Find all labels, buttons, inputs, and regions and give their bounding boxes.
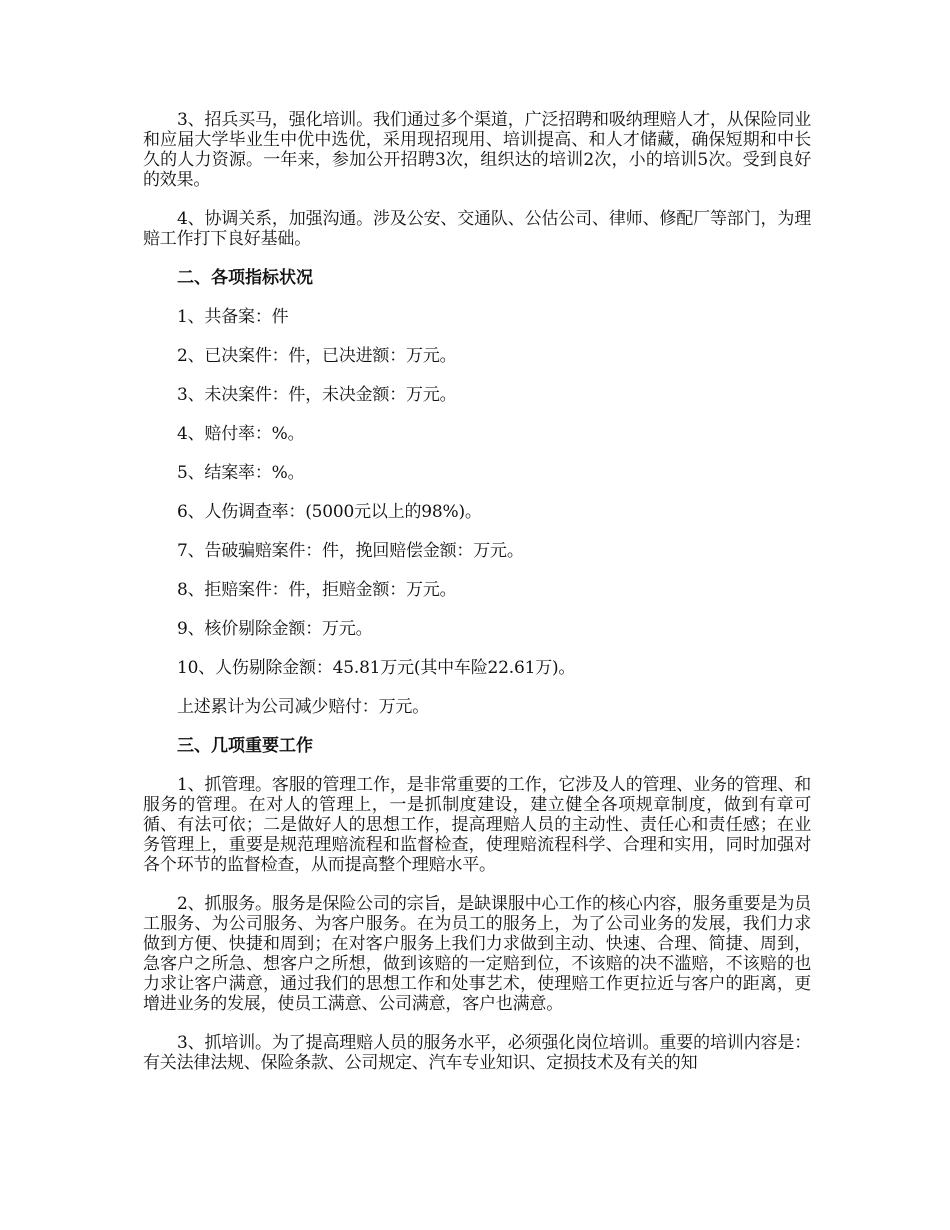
paragraph-service: 2、抓服务。服务是保险公司的宗旨，是缺课服中心工作的核心内容，服务重要是为员工服务、为公司服务、为客户服务。在为员工的服务上，为了公司业务的发展，我们力求做到方便、快捷和周到；在对客户服务上我们力求做到主动、快速、合理、简捷、周到，急客户之所急、想客户之所想，做到该赔的一定赔到位，不该赔的决不滥赔，不该赔的也力求让客户满意，通过我们的思想工作和处事艺术，使理赔工作更拉近与客户的距离，更增进业务的发展，使员工满意、公司满意，客户也满意。 (143, 894, 811, 1014)
document-page (143, 110, 811, 1092)
list-item: 5、结案率：%。 (177, 463, 305, 483)
list-item: 4、赔付率：%。 (177, 424, 305, 444)
section-heading-key-work: 三、几项重要工作 (177, 736, 313, 756)
list-item: 6、人伤调查率：(5000元以上的98%)。 (177, 502, 482, 522)
paragraph-recruitment: 3、招兵买马，强化培训。我们通过多个渠道，广泛招聘和吸纳理赔人才，从保险同业和应届大学毕业生中优中选优，采用现招现用、培训提高、和人才储藏，确保短期和中长久的人力资源。一年来，参加公开招聘3次，组织达的培训2次，小的培训5次。受到良好的效果。 (143, 110, 811, 190)
list-item: 8、拒赔案件：件，拒赔金额：万元。 (177, 580, 457, 600)
list-item: 2、已决案件：件，已决进额：万元。 (177, 346, 457, 366)
list-item: 7、告破骗赔案件：件，挽回赔偿金额：万元。 (177, 541, 524, 561)
list-item: 9、核价剔除金额：万元。 (177, 619, 373, 639)
paragraph-training: 3、抓培训。为了提高理赔人员的服务水平，必须强化岗位培训。重要的培训内容是：有关法律法规、保险条款、公司规定、汽车专业知识、定损技术及有关的知 (143, 1033, 811, 1073)
summary-line: 上述累计为公司减少赔付：万元。 (177, 697, 429, 717)
section-heading-indicators: 二、各项指标状况 (177, 268, 313, 288)
list-item: 3、未决案件：件，未决金额：万元。 (177, 385, 457, 405)
paragraph-management: 1、抓管理。客服的管理工作，是非常重要的工作，它涉及人的管理、业务的管理、和服务的管理。在对人的管理上，一是抓制度建设，建立健全各项规章制度，做到有章可循、有法可依；二是做好人的思想工作，提高理赔人员的主动性、责任心和责任感；在业务管理上，重要是规范理赔流程和监督检查，使理赔流程科学、合理和实用，同时加强对各个环节的监督检查，从而提高整个理赔水平。 (143, 775, 811, 875)
list-item: 1、共备案：件 (177, 307, 289, 327)
paragraph-coordination: 4、协调关系，加强沟通。涉及公安、交通队、公估公司、律师、修配厂等部门，为理赔工作打下良好基础。 (143, 209, 811, 249)
list-item: 10、人伤剔除金额：45.81万元(其中车险22.61万)。 (177, 658, 576, 678)
